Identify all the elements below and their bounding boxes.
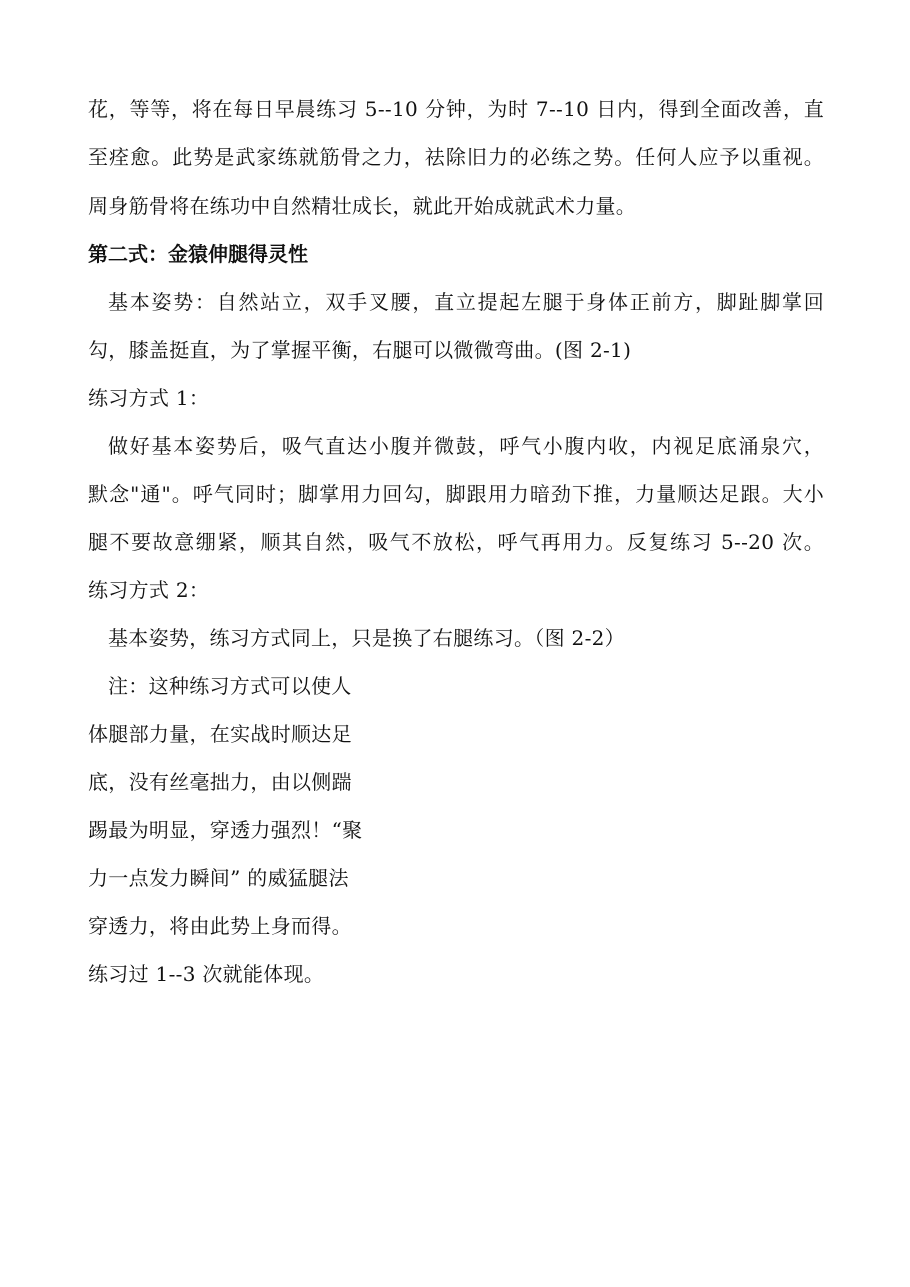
paragraph-line: 默念"通"。呼气同时；脚掌用力回勾，脚跟用力暗劲下推，力量顺达足跟。大小 — [88, 482, 824, 506]
paragraph-line: 至痊愈。此势是武家练就筋骨之力，祛除旧力的必练之势。任何人应予以重视。 — [88, 145, 824, 169]
paragraph-line: 周身筋骨将在练功中自然精壮成长，就此开始成就武术力量。 — [88, 194, 637, 218]
paragraph-line: 花，等等，将在每日早晨练习 5--10 分钟，为时 7--10 日内，得到全面改善，直 — [88, 97, 824, 121]
paragraph-line: 基本姿势，练习方式同上，只是换了右腿练习。（图 2-2） — [108, 626, 625, 650]
note-line: 踢最为明显，穿透力强烈！“聚 — [88, 818, 363, 842]
paragraph-line: 基本姿势：自然站立，双手叉腰，直立提起左腿于身体正前方，脚趾脚掌回 — [108, 290, 824, 314]
note-line: 力一点发力瞬间” 的威猛腿法 — [88, 866, 349, 890]
paragraph-line: 做好基本姿势后，吸气直达小腹并微鼓，呼气小腹内收，内视足底涌泉穴， — [108, 434, 824, 458]
subheading-method-1: 练习方式 1： — [88, 386, 210, 410]
subheading-method-2: 练习方式 2： — [88, 578, 210, 602]
note-line: 穿透力，将由此势上身而得。 — [88, 914, 352, 938]
paragraph-line: 勾，膝盖挺直，为了掌握平衡，右腿可以微微弯曲。(图 2-1) — [88, 338, 632, 362]
note-line: 练习过 1--3 次就能体现。 — [88, 962, 325, 986]
section-heading: 第二式：金猿伸腿得灵性 — [88, 242, 308, 266]
note-line: 注：这种练习方式可以使人 — [108, 674, 352, 698]
note-line: 底，没有丝毫拙力，由以侧踹 — [88, 770, 352, 794]
note-line: 体腿部力量，在实战时顺达足 — [88, 722, 352, 746]
paragraph-line: 腿不要故意绷紧，顺其自然，吸气不放松，呼气再用力。反复练习 5--20 次。 — [88, 530, 824, 554]
